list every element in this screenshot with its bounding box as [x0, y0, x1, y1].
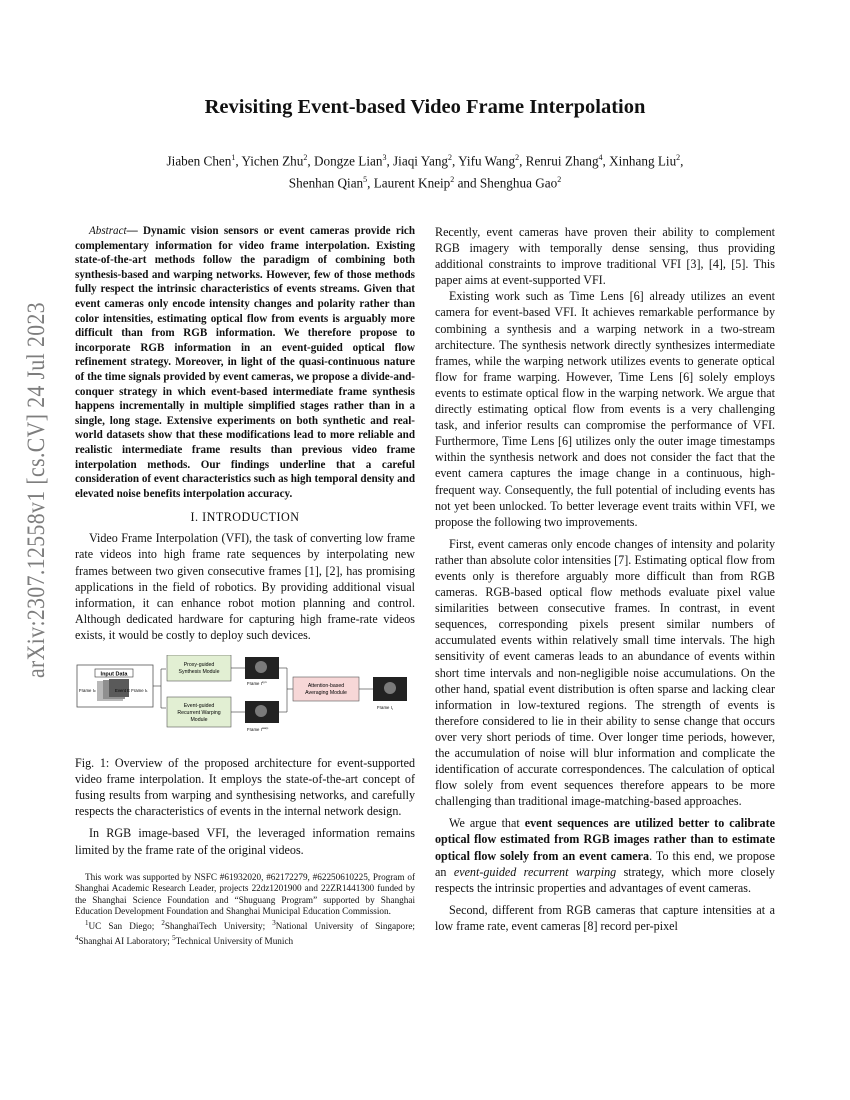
- svg-text:Frame Isyn: Frame $I^{syn}$: [247, 680, 267, 687]
- footnote: [75, 872, 415, 948]
- author: Shenghua Gao: [479, 175, 558, 191]
- author: Yifu Wang: [458, 153, 516, 169]
- author: Jiaqi Yang: [393, 153, 449, 169]
- left-column: [75, 224, 415, 947]
- section-heading-introduction: I. INTRODUCTION: [190, 510, 300, 525]
- author: Shenhan Qian: [288, 175, 364, 191]
- body-paragraph: First, event cameras only encode changes of intensity and polarity rather than absolute color intensities [7]. Estimating optical flow from events only is therefore arguably more difficult than from RGB cameras. RGB-based optical flow methods evaluate pixel value similarities between consecutive frames. In contrast, in event sequences, corresponding pixels present similar numbers of accumulated events within relatively small time intervals. The high sensitivity of event cameras leads to an abundance of events within short time intervals and non-negligible noise accumulations. On the other hand, spatial event distribution is often sparse and lacking clear information in low-textured regions. The strength of events is therefore considered to lie in their ability to sense change that occurs over very short periods of time. Over longer time periods, however, the accumulation of noise will blur information and complicate the identification of accurate correspondences. The calculation of optical flow solely from event sequences therefore appears to be more challenging than traditional image-matching-based approaches.: [435, 536, 775, 809]
- proxy-synthesis-module: [167, 655, 231, 681]
- attention-averaging-module: [293, 677, 359, 701]
- body-paragraph: Second, different from RGB cameras that capture intensities at a low frame rate, event cameras [8] record per-pixel: [435, 902, 775, 933]
- author: Xinhang Liu: [609, 153, 677, 169]
- body-paragraph: We argue that event sequences are utilized better to calibrate optical flow estimated from RGB images rather than to estimate optical flow solely from an event camera. To this end, we propose an event-guided recurrent warping strategy, which more closely respects the intrinsic properties and advantages of event cameras.: [435, 816, 775, 895]
- svg-text:Frame I0: Frame I0: [79, 688, 96, 694]
- figure-1-caption: Fig. 1: Overview of the proposed architecture for event-supported video frame interpolation. It employs the state-of-the-art concept of fusing results from warping and synthesising networks, and carefully respects the characteristics of events in the internal network design.: [75, 756, 415, 819]
- author: Dongze Lian: [313, 153, 383, 169]
- paper-title: Revisiting Event-based Video Frame Interpolation: [204, 96, 646, 118]
- svg-text:Frame It: Frame $I_t$: [377, 705, 393, 712]
- intro-paragraph: Video Frame Interpolation (VFI), the task of converting low frame rate videos into high frame rate sequences by interpolating new frames between two given consecutive frames [1], [2], has promising applications in the field of robotics. By providing additional visual information, it can enhance robot motion planning and control. Although dedicated hardware for capturing high frame-rate videos exists, it would be costly to deploy such devices.: [75, 531, 415, 642]
- body-paragraph: Existing work such as Time Lens [6] already utilizes an event camera for event-based VFI. It achieves remarkable performance by combining a synthesis and a warping network in a two-stream architecture. The synthesis network directly synthesizes intermediate frames, while the warping network utilizes events to generate optical flow for frame warping. However, Time Lens [6] solely employs events to estimate optical flow in the warping network. We argue that directly estimating optical flow from events is a very challenging task, and inferior results can compromise the performance of VFI. Furthermore, Time Lens [6] utilizes only the outer image timestamps within the synthesis network and does not consider the fact that the event camera captures the image change in a continuous, high-frequent way. Consequently, the full potential of including events has not yet been unlocked. To better leverage event traits within VFI, we propose the following two improvements.: [435, 289, 775, 529]
- input-data-label: Input Data: [100, 671, 128, 678]
- svg-text:Event-guidedRecurrent WarpingM: Event-guided Recurrent Warping Module: [177, 703, 221, 724]
- svg-text:Frame Iwarp: Frame $I^{warp}$: [247, 726, 269, 733]
- author: Yichen Zhu: [241, 153, 304, 169]
- author-list: Jiaben Chen$^1$, Yichen Zhu$^2$, Dongze Lian$^3$, Jiaqi Yang$^2$, Yifu Wang$^2$, Renrui Zhang$^4$, Xinhang Liu$^2$, Shenhan Qian$^5$, Laurent Kneip$^2$ and Shenghua Gao$^2$: [166, 153, 684, 191]
- body-paragraph: Recently, event cameras have proven their ability to complement RGB imagery with temporally dense sensing, thus providing additional constraints to improve traditional VFI [3], [4], [5]. This paper aims at event-supported VFI.: [435, 225, 775, 288]
- svg-text:Attention-basedAveraging Modul: Attention-based Averaging Module: [305, 683, 347, 697]
- author: Jiaben Chen: [166, 153, 232, 169]
- funding-note: This work was supported by NSFC #61932020, #62172279, #62250610225, Program of Shanghai Academic Research Leader, projects 22dz1201900 and 22ZR1441300 funded by the Shanghai Science Foundation and “Shuguang Program” supported by Shanghai Education Development Foundation and Shanghai Municipal Education Commission.: [75, 871, 415, 917]
- figure-1-architecture-diagram: [75, 655, 415, 745]
- arxiv-identifier: [22, 300, 52, 680]
- author: Laurent Kneip: [373, 175, 451, 191]
- abstract: Abstract— Dynamic vision sensors or event cameras provide rich complementary information for video frame interpolation. Existing state-of-the-art methods follow the paradigm of combining both synthesis-based and warping networks. However, few of those methods fully respect the intrinsic characteristics of events streams. Given that event cameras only encode intensity changes and polarity rather than color intensities, estimating optical flow from events is arguably more difficult than from RGB information. We therefore propose to incorporate RGB information in an event-guided optical flow refinement strategy. Moreover, in light of the quasi-continuous nature of the time signals provided by event cameras, we propose a divide-and-conquer strategy in which event-based intermediate frame synthesis happens incrementally in multiple simplified stages rather than in a single, long stage. Extensive experiments on both synthetic and real-world datasets show that these modifications lead to more reliable and realistic intermediate frame results than previous video frame interpolation methods. Our findings underline that a careful consideration of event characteristics such as high temporal density and elevated noise benefits interpolation accuracy.: [75, 225, 415, 500]
- svg-text:Event E Frame I1: Event E Frame I1: [115, 688, 148, 694]
- affiliations: $^1$UC San Diego; $^2$ShanghaiTech University; $^3$National University of Singapore; $^4$Shanghai AI Laboratory; $^5$Technical University of Munich: [75, 918, 415, 946]
- author: Renrui Zhang: [525, 153, 599, 169]
- arxiv-stamp-text: arXiv:2307.12558v1 [cs.CV] 24 Jul 2023: [23, 300, 50, 678]
- right-column: [435, 224, 775, 934]
- intro-paragraph: In RGB image-based VFI, the leveraged information remains limited by the frame rate of the original videos.: [75, 826, 415, 857]
- svg-text:Proxy-guidedSynthesis Module: Proxy-guided Synthesis Module: [178, 662, 220, 676]
